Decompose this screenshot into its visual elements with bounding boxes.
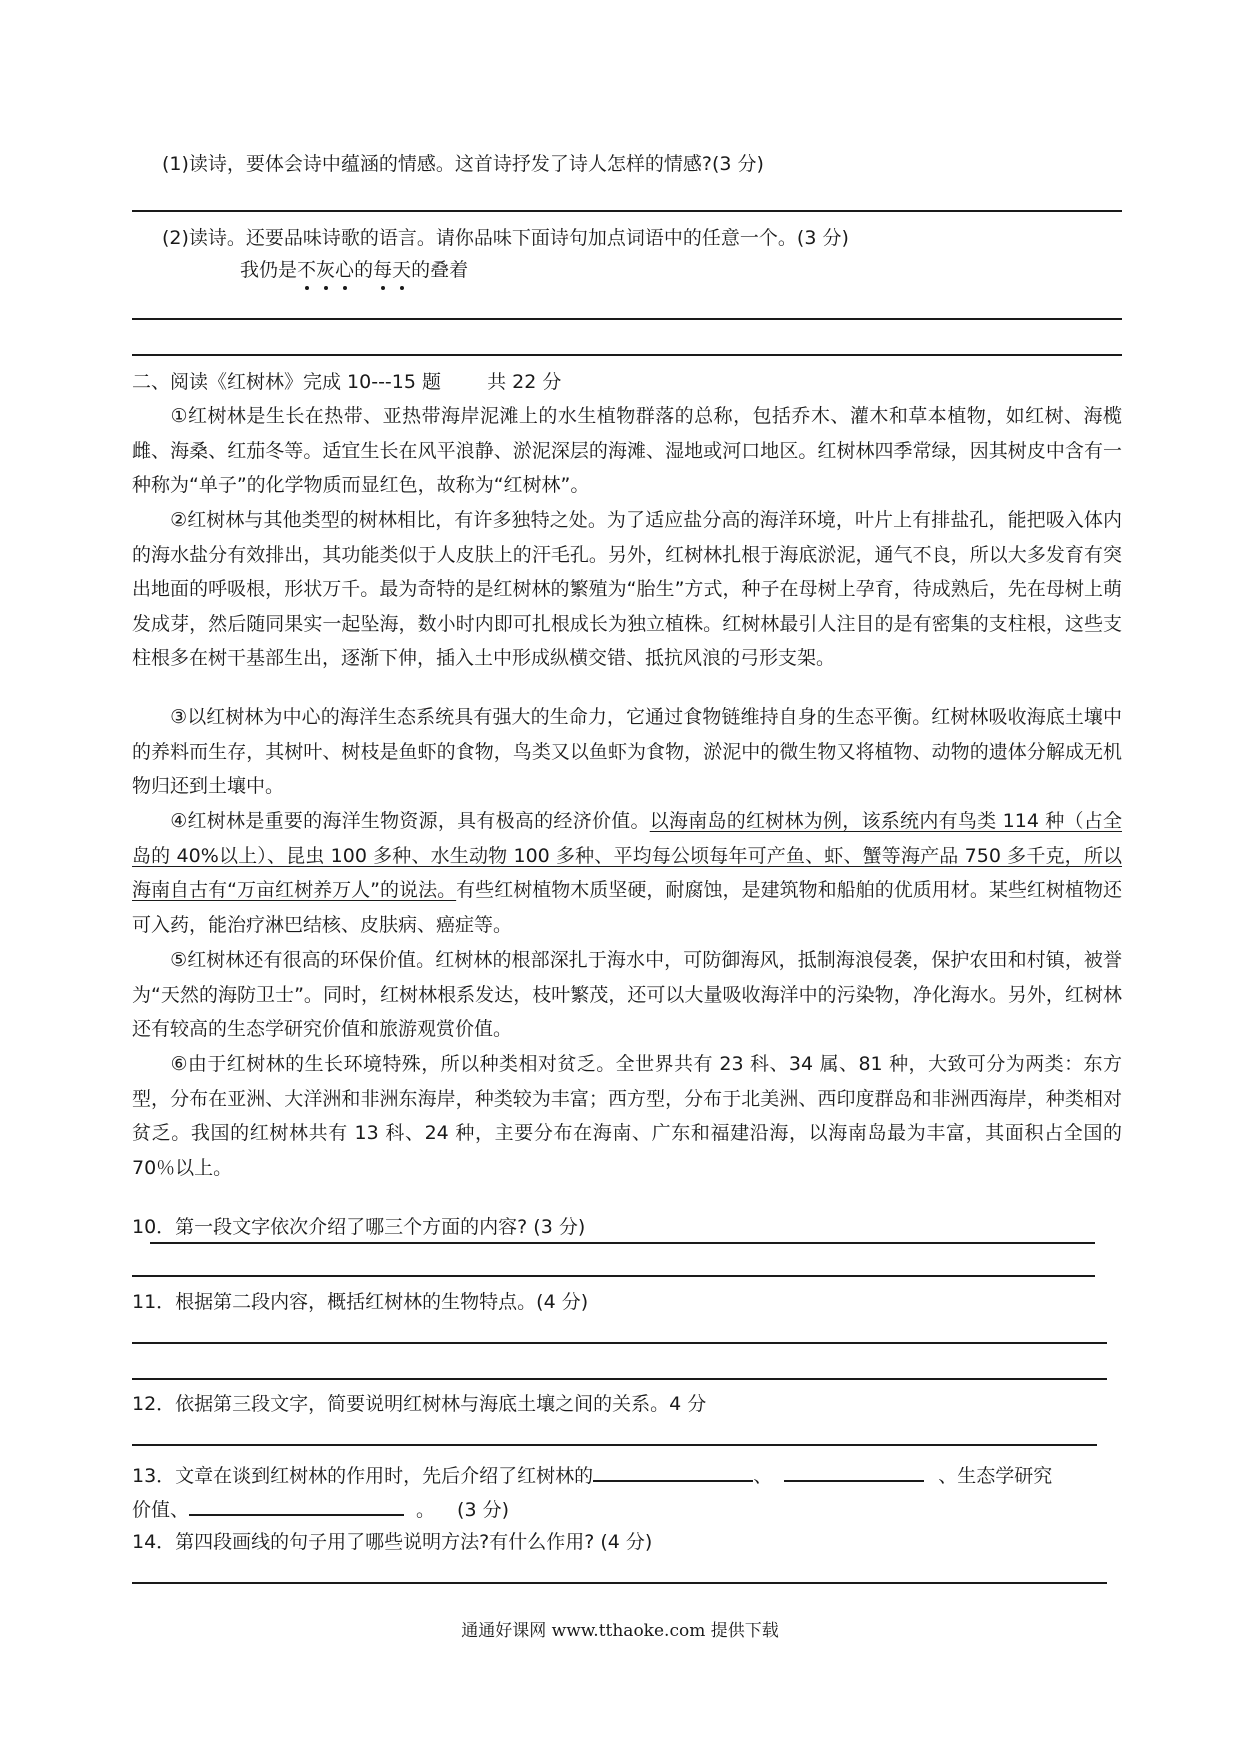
answer-line [132,1582,1107,1584]
emphasis-char: 天 [392,259,412,281]
answer-line [132,1275,1095,1277]
answer-line [132,318,1122,320]
question-11: 11．根据第二段内容，概括红树林的生物特点。(4 分) [132,1291,589,1313]
question-14: 14．第四段画线的句子用了哪些说明方法?有什么作用? (4 分) [132,1531,653,1553]
section-title: 二、阅读《红树林》完成 10---15 题 [132,371,442,393]
fill-blank-2[interactable] [784,1462,924,1482]
answer-line [132,1342,1107,1344]
fill-blank-1[interactable] [593,1462,753,1482]
passage-paragraph-6: ⑥由于红树林的生长环境特殊，所以种类相对贫乏。全世界共有 23 科、34 属、81 种，大致可分为两类：东方型，分布在亚洲、大洋洲和非洲东海岸，种类较为丰富；西方型，分布于北美洲、西印度群岛和非洲西海岸，种类相对贫乏。我国的红树林共有 13 科、24 种，主要分布在海南、广东和福建沿海，以海南岛最为丰富，其面积占全国的 70％以上。 [132,1053,1122,1179]
quote-text: 的叠着 [411,259,469,281]
question-12: 12．依据第三段文字，简要说明红树林与海底土壤之间的关系。4 分 [132,1393,707,1415]
question-10: 10．第一段文字依次介绍了哪三个方面的内容? (3 分) [132,1216,586,1238]
emphasis-char: 心 [335,259,355,281]
section-total: 共 22 分 [487,371,562,393]
emphasis-char: 灰 [316,259,336,281]
underlined-sentence: 以海南岛的红树林为例，该系统内有鸟类 114 种（占全岛的 40%以上）、昆虫 100 多种、水生动物 100 多种、平均每公顷每年可产鱼、虾、蟹等海产品 750 多千克，所以海南自古有“万亩红树养万人”的说法。 [132,810,1122,901]
answer-line [150,1242,1095,1244]
answer-line [132,1444,1097,1446]
quote-text: 的 [354,259,374,281]
passage-paragraph-2: ②红树林与其他类型的树林相比，有许多独特之处。为了适应盐分高的海洋环境，叶片上有排盐孔，能把吸入体内的海水盐分有效排出，其功能类似于人皮肤上的汗毛孔。另外，红树林扎根于海底淤泥，通气不良，所以大多发育有突出地面的呼吸根，形状万千。最为奇特的是红树林的繁殖为“胎生”方式，种子在母树上孕育，待成熟后，先在母树上萌发成芽，然后随同果实一起坠海，数小时内即可扎根成长为独立植株。红树林最引人注目的是有密集的支柱根，这些支柱根多在树干基部生出，逐渐下伸，插入土中形成纵横交错、抵抗风浪的弓形支架。 [132,509,1122,669]
passage-paragraph-3: ③以红树林为中心的海洋生态系统具有强大的生命力，它通过食物链维持自身的生态平衡。红树林吸收海底土壤中的养料而生存，其树叶、树枝是鱼虾的食物，鸟类又以鱼虾为食物，淤泥中的微生物又将植物、动物的遗体分解成无机物归还到土壤中。 [132,706,1122,797]
emphasis-char: 不 [297,259,317,281]
answer-line [132,1378,1107,1380]
passage-paragraph-5: ⑤红树林还有很高的环保价值。红树林的根部深扎于海水中，可防御海风，抵制海浪侵袭，保护农田和村镇，被誉为“天然的海防卫士”。同时，红树林根系发达，枝叶繁茂，还可以大量吸收海洋中的污染物，净化海水。另外，红树林还有较高的生态学研究价值和旅游观赏价值。 [132,949,1122,1040]
page-footer: 通通好课网 www.tthaoke.com 提供下载 [461,1621,779,1641]
poem-quote [240,258,468,282]
passage-paragraph-1: ①红树林是生长在热带、亚热带海岸泥滩上的水生植物群落的总称，包括乔木、灌木和草本植物，如红树、海榄雌、海桑、红茄冬等。适宜生长在风平浪静、淤泥深层的海滩、湿地或河口地区。红树林四季常绿，因其树皮中含有一种称为“单子”的化学物质而显红色，故称为“红树林”。 [132,405,1122,496]
answer-line [132,354,1122,356]
question-13: 13．文章在谈到红树林的作用时，先后介绍了红树林的 、 、生态学研究 [132,1462,1052,1488]
question-13-continued: 价值、 。 (3 分) [132,1496,509,1522]
emphasis-char: 每 [373,259,393,281]
passage-paragraph-4: ④红树林是重要的海洋生物资源，具有极高的经济价值。以海南岛的红树林为例，该系统内有鸟类 114 种（占全岛的 40%以上）、昆虫 100 多种、水生动物 100 多种、平均每公顷每年可产鱼、虾、蟹等海产品 750 多千克，所以海南自古有“万亩红树养万人”的说法。有些红树植物木质坚硬，耐腐蚀，是建筑物和船舶的优质用材。某些红树植物还可入药，能治疗淋巴结核、皮肤病、癌症等。 [132,810,1122,936]
quote-text: 我仍是 [240,259,298,281]
answer-line [132,210,1122,212]
fill-blank-3[interactable] [189,1496,404,1516]
section-heading [132,370,561,394]
poem-question-1: (1)读诗，要体会诗中蕴涵的情感。这首诗抒发了诗人怎样的情感?(3 分) [162,153,764,175]
poem-question-2: (2)读诗。还要品味诗歌的语言。请你品味下面诗句加点词语中的任意一个。(3 分) [162,227,849,249]
